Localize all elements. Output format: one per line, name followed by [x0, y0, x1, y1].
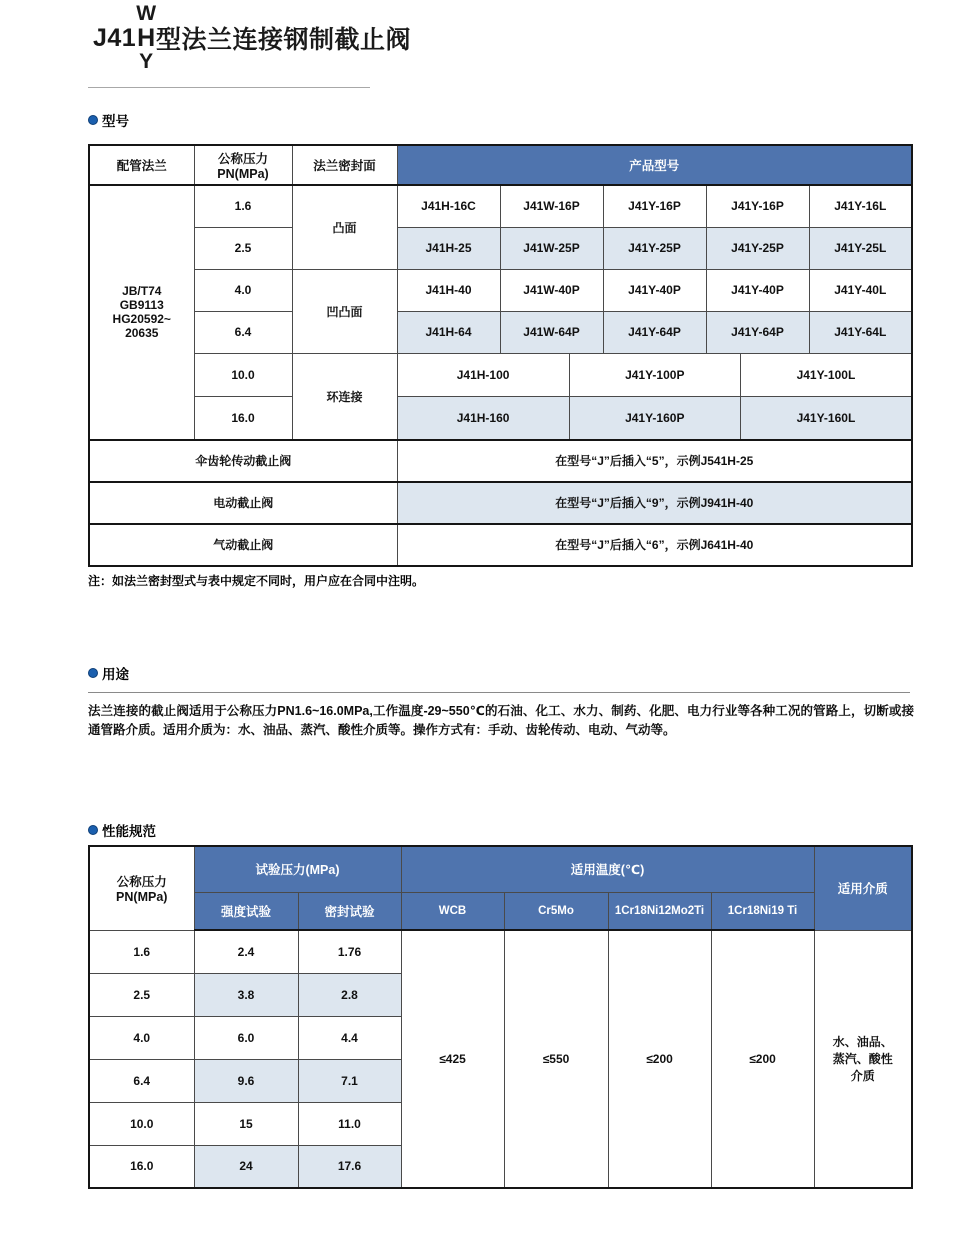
- special-valve-label: 气动截止阀: [89, 524, 397, 566]
- section-heading-performance: [88, 820, 156, 840]
- model-row-3col: [397, 396, 912, 440]
- table-row: [89, 524, 912, 566]
- header-material-cr5mo: Cr5Mo: [504, 892, 608, 930]
- pn-cell: 4.0: [194, 269, 292, 311]
- strength-cell: 3.8: [194, 973, 298, 1016]
- seal-cell: 11.0: [298, 1102, 401, 1145]
- header-pipe-flange: 配管法兰: [89, 145, 194, 185]
- title-letter-w: W: [136, 2, 157, 25]
- temp-limit-wcb-cell: ≤425: [401, 930, 504, 1188]
- special-valve-note: 在型号“J”后插入“6”，示例J641H-40: [397, 524, 912, 566]
- pn-cell: 10.0: [89, 1102, 194, 1145]
- strength-cell: 24: [194, 1145, 298, 1188]
- header-material-1cr18ni12mo2ti: 1Cr18Ni12Mo2Ti: [608, 892, 711, 930]
- table-row: [89, 930, 912, 973]
- model-table-footnote: 注：如法兰密封型式与表中规定不同时，用户应在合同中注明。: [88, 574, 425, 588]
- seal-cell: 7.1: [298, 1059, 401, 1102]
- model-cell: J41Y-16P: [603, 185, 706, 227]
- pn-cell: 1.6: [194, 185, 292, 227]
- model-cell: J41Y-40P: [706, 269, 809, 311]
- seal-cell: 17.6: [298, 1145, 401, 1188]
- model-cell: J41H-160: [398, 397, 569, 439]
- model-3col-grid: [398, 354, 912, 396]
- model-cell: J41Y-16P: [706, 185, 809, 227]
- usage-divider: [88, 692, 910, 693]
- model-cell: J41Y-40P: [603, 269, 706, 311]
- usage-paragraph: 法兰连接的截止阀适用于公称压力PN1.6~16.0MPa,工作温度-29~550℃的石油、化工、水力、制药、化肥、电力行业等各种工况的管路上，切断或接通管路介质。适用介质为：水、油品、蒸汽、酸性介质等。操作方式有：手动、齿轮传动、电动、气动等。: [88, 704, 914, 737]
- model-cell: J41Y-16L: [809, 185, 912, 227]
- pn-cell: 2.5: [89, 973, 194, 1016]
- header-media: 适用介质: [814, 846, 912, 930]
- table-row: [89, 269, 912, 311]
- title-letter-h: H: [137, 24, 156, 52]
- model-cell: J41Y-25P: [706, 227, 809, 269]
- section-heading-model-label: 型号: [102, 114, 129, 129]
- header-sealing-face: 法兰密封面: [292, 145, 397, 185]
- header-temperature: 适用温度(℃): [401, 846, 814, 892]
- sealing-face-ring-cell: 环连接: [292, 353, 397, 440]
- section-heading-usage: [88, 663, 129, 683]
- performance-header-row-2: [89, 892, 912, 930]
- seal-cell: 4.4: [298, 1016, 401, 1059]
- model-table-header-row: [89, 145, 912, 185]
- special-valve-note: 在型号“J”后插入“5”，示例J541H-25: [397, 440, 912, 482]
- special-valve-label: 电动截止阀: [89, 482, 397, 524]
- title-prefix: J41: [93, 23, 137, 52]
- table-row: [89, 353, 912, 396]
- section-heading-performance-label: 性能规范: [102, 824, 156, 839]
- seal-cell: 1.76: [298, 930, 401, 973]
- pipe-flange-standards-cell: JB/T74 GB9113 HG20592~ 20635: [89, 185, 194, 440]
- header-material-1cr18ni19ti: 1Cr18Ni19 Ti: [711, 892, 814, 930]
- model-cell: J41Y-25P: [603, 227, 706, 269]
- title-divider: [88, 87, 370, 88]
- title-suffix: 型法兰连接钢制截止阀: [156, 26, 412, 54]
- pn-cell: 1.6: [89, 930, 194, 973]
- model-cell: J41W-64P: [500, 311, 603, 353]
- strength-cell: 9.6: [194, 1059, 298, 1102]
- performance-header-row-1: [89, 846, 912, 892]
- model-cell: J41Y-100P: [569, 354, 740, 396]
- model-cell: J41H-64: [397, 311, 500, 353]
- header-test-pressure: 试验压力(MPa): [194, 846, 401, 892]
- table-row: [89, 396, 912, 440]
- model-table: [88, 144, 913, 567]
- model-cell: J41Y-160P: [569, 397, 740, 439]
- table-row: [89, 482, 912, 524]
- model-3col-grid: [398, 397, 912, 439]
- pn-cell: 10.0: [194, 353, 292, 396]
- page-title: [93, 2, 411, 74]
- pn-cell: 16.0: [194, 396, 292, 440]
- bullet-icon: [88, 825, 98, 835]
- pn-cell: 6.4: [89, 1059, 194, 1102]
- section-heading-usage-label: 用途: [102, 667, 129, 682]
- header-material-wcb: WCB: [401, 892, 504, 930]
- header-product-model: 产品型号: [397, 145, 912, 185]
- header-nominal-pressure: 公称压力 PN(MPa): [194, 145, 292, 185]
- pn-cell: 2.5: [194, 227, 292, 269]
- model-cell: J41Y-160L: [740, 397, 911, 439]
- special-valve-note: 在型号“J”后插入“9”，示例J941H-40: [397, 482, 912, 524]
- section-heading-model: [88, 110, 129, 130]
- model-cell: J41Y-40L: [809, 269, 912, 311]
- model-cell: J41H-16C: [397, 185, 500, 227]
- model-cell: J41W-25P: [500, 227, 603, 269]
- performance-table: [88, 845, 913, 1189]
- sealing-face-concave-convex-cell: 凹凸面: [292, 269, 397, 353]
- pn-cell: 6.4: [194, 311, 292, 353]
- model-cell: J41W-40P: [500, 269, 603, 311]
- temp-limit-cr5mo-cell: ≤550: [504, 930, 608, 1188]
- pn-cell: 4.0: [89, 1016, 194, 1059]
- header-seal-test: 密封试验: [298, 892, 401, 930]
- temp-limit-1cr18ni19ti-cell: ≤200: [711, 930, 814, 1188]
- model-cell: J41Y-64L: [809, 311, 912, 353]
- bullet-icon: [88, 668, 98, 678]
- pn-cell: 16.0: [89, 1145, 194, 1188]
- seal-cell: 2.8: [298, 973, 401, 1016]
- bullet-icon: [88, 115, 98, 125]
- model-cell: J41W-16P: [500, 185, 603, 227]
- model-cell: J41Y-64P: [603, 311, 706, 353]
- model-cell: J41H-100: [456, 367, 510, 382]
- model-cell: J41Y-25L: [809, 227, 912, 269]
- sealing-face-raised-cell: 凸面: [292, 185, 397, 269]
- model-cell: J41Y-100L: [740, 354, 911, 396]
- model-row-3col: [397, 353, 912, 396]
- strength-cell: 15: [194, 1102, 298, 1145]
- header-nominal-pressure: 公称压力 PN(MPa): [89, 846, 194, 930]
- strength-cell: 6.0: [194, 1016, 298, 1059]
- model-cell: J41H-40: [397, 269, 500, 311]
- header-strength-test: 强度试验: [194, 892, 298, 930]
- table-row: [89, 185, 912, 227]
- special-valve-label: 伞齿轮传动截止阀: [89, 440, 397, 482]
- strength-cell: 2.4: [194, 930, 298, 973]
- table-row: [89, 227, 912, 269]
- table-row: [89, 311, 912, 353]
- table-row: [89, 440, 912, 482]
- model-cell: J41H-25: [397, 227, 500, 269]
- temp-limit-1cr18ni12mo2ti-cell: ≤200: [608, 930, 711, 1188]
- title-letter-y: Y: [139, 50, 154, 73]
- media-cell: 水、油品、 蒸汽、酸性 介质: [814, 930, 912, 1188]
- model-cell: J41Y-64P: [706, 311, 809, 353]
- title-letter-stack: [136, 2, 156, 74]
